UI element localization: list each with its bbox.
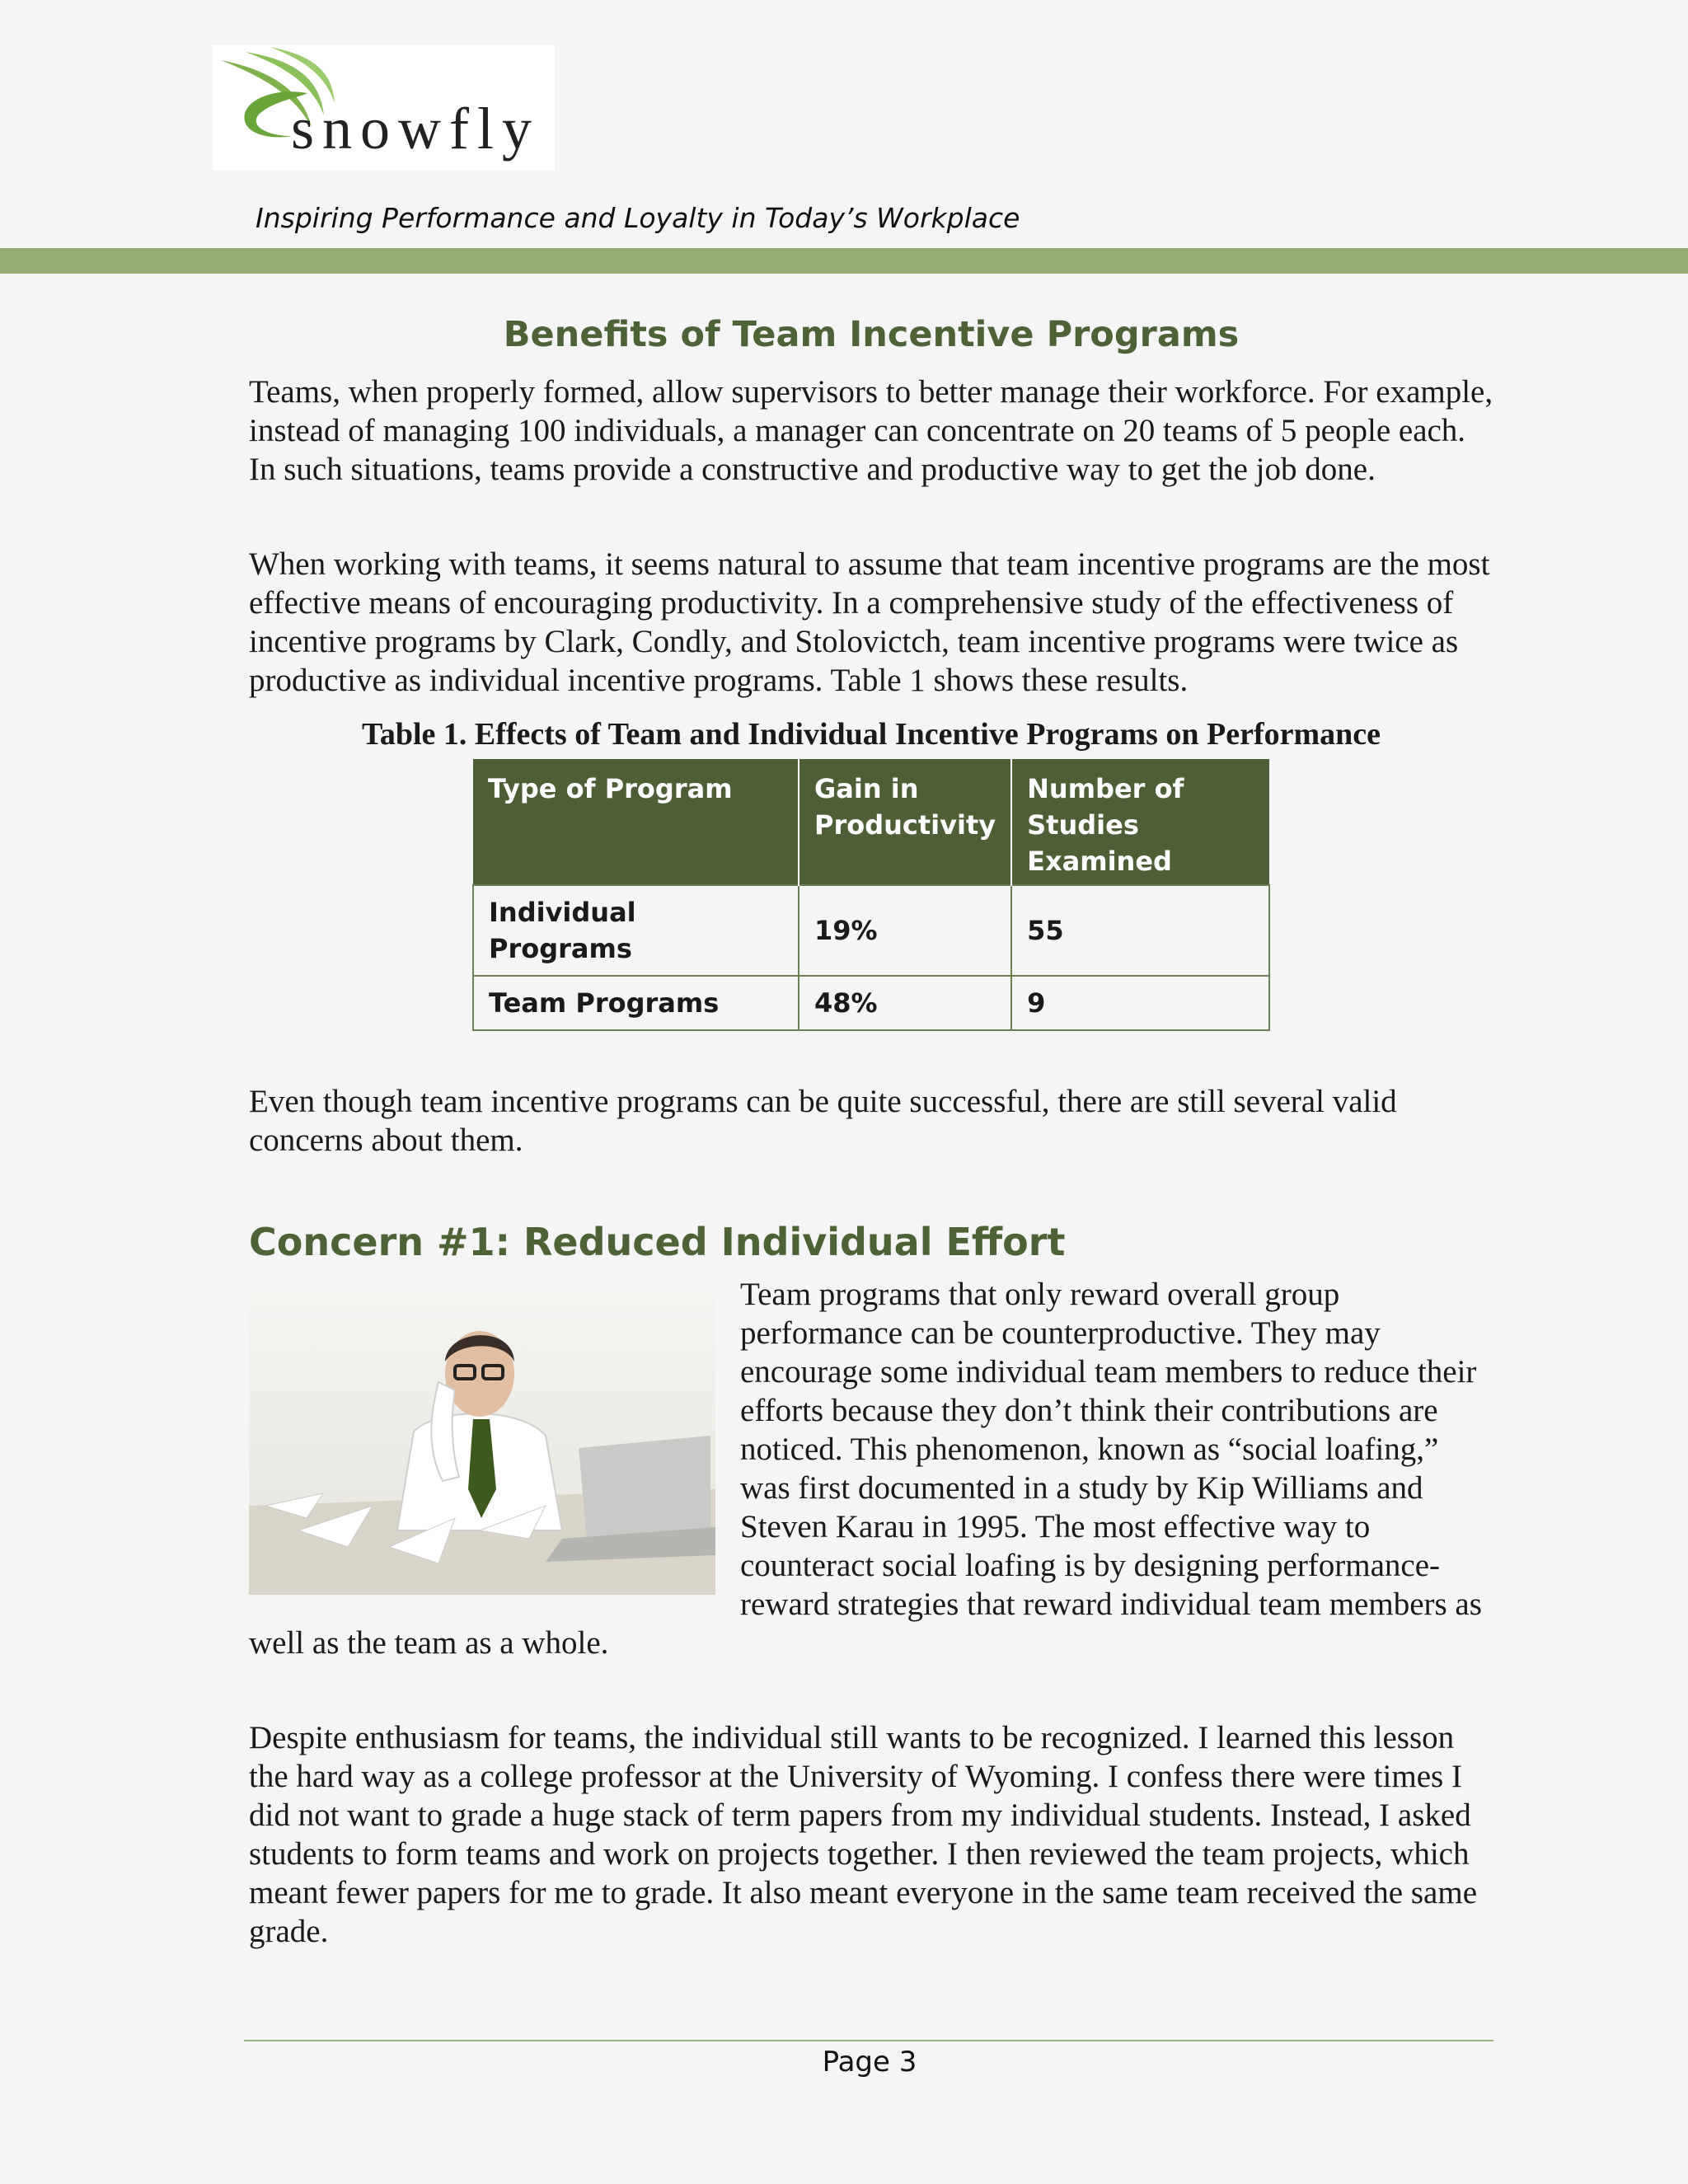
concerns-intro-paragraph: Even though team incentive programs can be quite successful, there are still several valid concerns about them. <box>249 1084 1397 1158</box>
table-header-row <box>473 759 1269 885</box>
snowfly-logo <box>213 45 555 171</box>
table-cell: 9 <box>1011 976 1269 1030</box>
table-cell: 55 <box>1011 885 1269 976</box>
stressed-worker-photo <box>249 1283 715 1595</box>
concern-paragraph: Team programs that only reward overall group performance can be counterproductive. They may encourage some individual team members to reduce their efforts because they don’t think their contributions are noticed. This phenomenon, known as “social loafing,” was first documented in a study by Kip Williams and Steven Karau in 1995. The most effective way to counteract social loafing is by designing performance-reward strategies that reward individual team members as well as the team as a whole. <box>249 1277 1482 1661</box>
logo-wordmark: snowfly <box>291 96 540 162</box>
table-header-cell: Number of Studies Examined <box>1011 759 1269 885</box>
footer-divider <box>244 2040 1493 2041</box>
section-heading: Concern #1: Reduced Individual Effort <box>249 1220 1066 1264</box>
tagline: Inspiring Performance and Loyalty in Today’s Workplace <box>256 202 1020 234</box>
table-header-cell: Gain in Productivity <box>799 759 1011 885</box>
intro-paragraph: Teams, when properly formed, allow supervisors to better manage their workforce. For example, instead of managing 100 individuals, a manager can concentrate on 20 teams of 5 people each. In such situations, teams provide a constructive and productive way to get the job done. <box>249 374 1493 487</box>
closing-paragraph: Despite enthusiasm for teams, the individual still wants to be recognized. I learned this lesson the hard way as a college professor at the University of Wyoming. I confess there were times I did not want to grade a huge stack of term papers from my individual students. Instead, I asked students to form teams and work on projects together. I then reviewed the team projects, which meant fewer papers for me to grade. It also meant everyone in the same team received the same grade. <box>249 1720 1477 1949</box>
header-divider-bar <box>0 248 1688 274</box>
table-row <box>473 885 1269 976</box>
table-header-cell: Type of Program <box>473 759 799 885</box>
page-number: Page 3 <box>822 2046 917 2079</box>
page-content <box>249 308 1493 1951</box>
results-table <box>472 759 1270 1031</box>
table-cell: Individual Programs <box>473 885 799 976</box>
page-title: Benefits of Team Incentive Programs <box>503 314 1240 355</box>
table-cell: 19% <box>799 885 1011 976</box>
table-cell: Team Programs <box>473 976 799 1030</box>
study-paragraph: When working with teams, it seems natural to assume that team incentive programs are the most effective means of encouraging productivity. In a comprehensive study of the effectiveness of incentive programs by Clark, Condly, and Stolovictch, team incentive programs were twice as productive as individual incentive programs. Table 1 shows these results. <box>249 546 1490 698</box>
table-cell: 48% <box>799 976 1011 1030</box>
table-caption: Table 1. Effects of Team and Individual Incentive Programs on Performance <box>361 717 1381 752</box>
table-row <box>473 976 1269 1030</box>
